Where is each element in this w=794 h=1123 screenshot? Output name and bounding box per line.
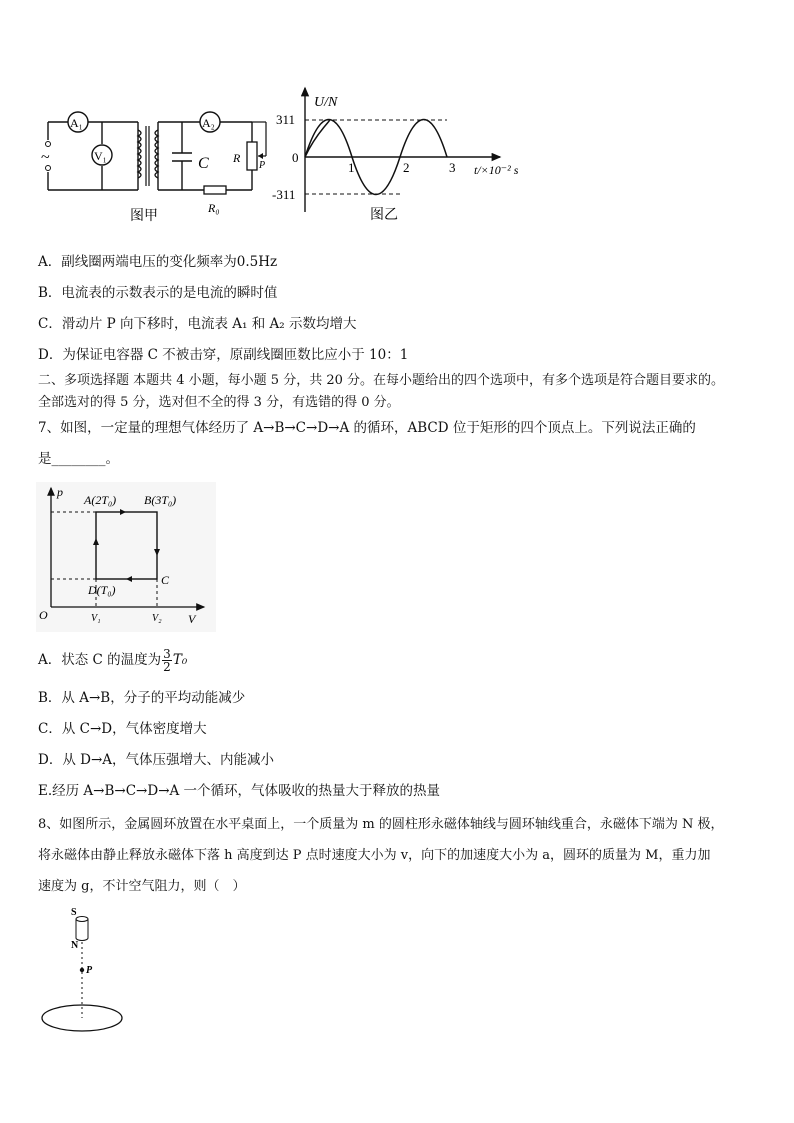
p-axis-label: p (57, 485, 63, 499)
q7-stem-line2: 是________。 (38, 451, 119, 467)
resistor-r0-label: R₀ (208, 201, 220, 215)
circuit-diagram (30, 100, 280, 230)
v1-label: V₁ (91, 613, 101, 624)
ammeter-a2-label: A₂ (202, 116, 215, 130)
origin-label: O (39, 608, 48, 622)
q7-option-e: E.经历 A→B→C→D→A 一个循环，气体吸收的热量大于释放的热量 (38, 783, 441, 799)
figure-jia-caption: 图甲 (130, 209, 158, 224)
fraction-numerator: 3 (163, 647, 171, 661)
q7-option-c: C．从 C→D，气体密度增大 (38, 721, 207, 737)
point-d-label: D(T₀) (88, 583, 116, 597)
ac-source-symbol: ~ (41, 149, 50, 166)
magnet-n-label: N (71, 940, 79, 951)
q7-option-a-prefix: A．状态 C 的温度为 (38, 652, 162, 668)
q7-option-a-suffix: T₀ (172, 652, 188, 668)
q8-stem-line3: 速度为 g，不计空气阻力，则（ ） (38, 879, 246, 894)
q7-option-a (38, 648, 187, 673)
section2-line2: 全部选对的得 5 分，选对但不全的得 3 分，有选错的得 0 分。 (38, 395, 400, 410)
ammeter-a1-label: A₁ (70, 116, 83, 130)
magnet-s-label: S (71, 907, 77, 918)
point-p-label: P (86, 965, 93, 976)
figure-yi-caption: 图乙 (370, 208, 398, 223)
voltage-time-graph (272, 82, 532, 232)
x-tick-1: 1 (348, 160, 355, 175)
q6-option-d: D．为保证电容器 C 不被击穿，原副线圈匝数比应小于 10：1 (38, 347, 409, 363)
point-c-label: C (161, 573, 170, 587)
q6-option-b: B．电流表的示数表示的是电流的瞬时值 (38, 285, 278, 301)
y-tick-top: 311 (276, 112, 296, 127)
resistor-r-label: R (233, 151, 241, 165)
q6-option-a: A．副线圈两端电压的变化频率为0.5Hz (38, 254, 278, 270)
voltmeter-v1-label: V₁ (94, 149, 107, 163)
pv-cycle-graph (36, 482, 216, 632)
v2-label: V₂ (152, 613, 162, 624)
fraction-3-over-2 (162, 648, 172, 673)
q8-stem-line1: 8、如图所示，金属圆环放置在水平桌面上，一个质量为 m 的圆柱形永磁体轴线与圆环轴线重合，永磁体下端为 N 极， (38, 817, 724, 832)
magnet-ring-figure (36, 900, 136, 1035)
point-a-label: A(2T₀) (84, 493, 117, 507)
q6-option-c: C．滑动片 P 向下移时，电流表 A₁ 和 A₂ 示数均增大 (38, 316, 357, 332)
capacitor-label: C (198, 155, 209, 172)
section2-line1: 二、多项选择题 本题共 4 小题，每小题 5 分，共 20 分。在每小题给出的四个选项中，有多个选项是符合题目要求的。 (38, 373, 725, 388)
y-tick-bottom: -311 (272, 187, 296, 202)
q7-option-b: B．从 A→B，分子的平均动能减少 (38, 690, 246, 706)
slider-p-label: P (259, 160, 266, 171)
x-tick-2: 2 (403, 160, 410, 175)
fraction-denominator: 2 (163, 660, 171, 674)
q7-stem-line1: 7、如图，一定量的理想气体经历了 A→B→C→D→A 的循环，ABCD 位于矩形的四个顶点上。下列说法正确的 (38, 420, 696, 436)
x-axis-label: t/×10⁻² s (474, 163, 519, 177)
y-axis-label: U/N (314, 95, 338, 110)
x-tick-3: 3 (449, 160, 456, 175)
q8-stem-line2: 将永磁体由静止释放永磁体下落 h 高度到达 P 点时速度大小为 v，向下的加速度大小为 a，圆环的质量为 M，重力加 (38, 848, 711, 863)
y-tick-zero: 0 (292, 150, 299, 165)
v-axis-label: V (188, 612, 196, 626)
point-b-label: B(3T₀) (144, 493, 177, 507)
q7-option-d: D．从 D→A，气体压强增大、内能减小 (38, 752, 274, 768)
